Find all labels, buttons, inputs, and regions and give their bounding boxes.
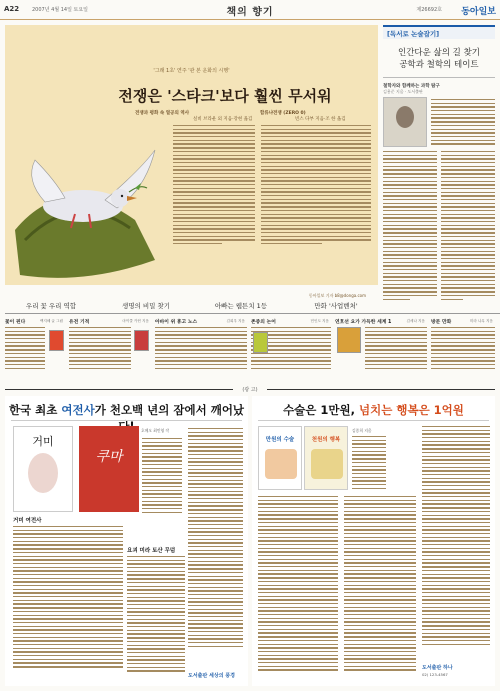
review-title: 존중의 논어 [251,320,276,325]
sidebar-headline-line2: 공학과 철학의 테이트 [399,60,479,70]
review-author: 백지혜 글 그림 [39,319,63,323]
issue-date: 2007년 4월 14일 토요일 [32,7,89,13]
edition-number: 제26692호 [416,7,442,13]
sidebar-body-col1 [383,151,437,302]
ad-left-subtitle: 거미 여전사 [13,518,42,524]
review-author: 미라 나무 지음 [469,319,493,323]
book-cover-thumb [49,330,64,351]
tab-comics: 만화 '사업벤처' [314,302,358,310]
sidebar-book-title: 철학자와 함께하는 과학 탐구 [383,84,440,89]
book-ad-right [252,396,495,686]
right-book-title: 합류냐전쟁 (ZERO 0) [260,111,306,116]
tab-life: 생명의 비밀 찾기 [121,302,171,310]
feature-credit: 동아일보 기자 b8@donga.com [308,293,366,298]
review-author: 민인도 지음 [310,319,329,323]
ad-left-tag: 호메오 최민영 작 [141,428,170,433]
ad-left-divider [11,420,242,421]
ad-right-divider [258,420,489,421]
section-title: 책의 향기 [226,7,274,18]
book-cover: 쿠마 [79,426,139,512]
review-title: 유전 기적 [69,320,90,325]
mini-reviews [5,318,495,383]
ad-left-subtitle: 요괴 미라 토산 무덤 [127,548,176,554]
sidebar-headline [383,47,495,71]
reading-essay-sidebar [383,25,495,310]
newspaper-logo: 동아일보 [461,7,496,17]
ad-left-publisher: 도서출판 세상의 풍경 [188,673,235,679]
masthead [0,0,500,20]
tabs-underline [5,313,500,314]
book-ad-left [5,396,248,686]
feature-body-col1 [173,125,255,247]
review-author: 마이클 카헌 지음 [122,319,149,323]
author-photo [383,97,427,147]
pigeon-helmet-illustration [5,110,170,285]
sidebar-header-label: [독서로 논술잡기] [387,30,440,38]
ad-right-author: 김종희 지음 [352,428,372,433]
book-cover: 만원의 수술 [258,426,302,490]
sidebar-headline-line1: 인간다운 삶의 길 찾기 [397,48,480,58]
ad-right-headline: 수술은 1만원, 넘치는 행복은 1억원 [283,403,464,417]
ad-left-headline: 한국 최초 여전사가 천오백 년의 잠에서 깨어났 [8,403,245,417]
sidebar-divider [383,77,495,78]
tab-dad: 아빠는 웹튼치 1등 [214,302,268,310]
sidebar-header [383,25,495,39]
sidebar-book-meta: 김용준 지음 · 도서출판 [383,89,423,94]
tab-flowers: 우리 꽃 우리 역합 [25,302,77,310]
feature-article [5,25,378,298]
review-item [69,318,151,383]
review-author: 김세나 지음 [406,319,425,323]
sidebar-body-top [431,99,495,147]
book-cover: 천원의 행복 [304,426,348,490]
sidebar-body-col2 [441,151,495,302]
feature-headline: 전쟁은 '스타크'보다 훨씬 무서워 [118,87,332,105]
review-title: 아바이 위 휴고 노스 [155,320,198,325]
ad-right-publisher: 도서출판 하나 [422,665,453,671]
review-item [5,318,65,383]
advertisement-label: (광 고) [0,386,500,393]
review-item [251,318,331,383]
review-item [155,318,247,383]
review-item [431,318,495,383]
left-book-author: 실비 브라운 외 지음·강현 옮김 [193,117,253,122]
review-author: 김희우 지음 [226,319,245,323]
left-book-title: 전쟁과 평화 속 열공의 역사 [135,111,190,116]
feature-body-col2 [261,125,371,247]
book-cover-thumb [337,327,361,353]
review-title: 연호선 요가 가득한 세계 1 [335,320,392,325]
review-item [335,318,427,383]
page-number: A22 [4,5,20,13]
ad-right-phone: 02) 123-4567 [422,672,448,677]
review-tabs [5,299,500,313]
right-book-author: 빈스 다부 지음·조 한 옮김 [295,117,346,122]
book-cover: 거미 [13,426,73,512]
feature-kicker: '그래 1초' 연주 '관 본 운화의 시행' [153,68,230,74]
review-title: 방문 만화 [431,320,452,325]
book-cover-thumb [134,330,149,351]
review-title: 꽃이 핀다 [5,320,26,325]
book-cover-thumb [253,332,268,353]
